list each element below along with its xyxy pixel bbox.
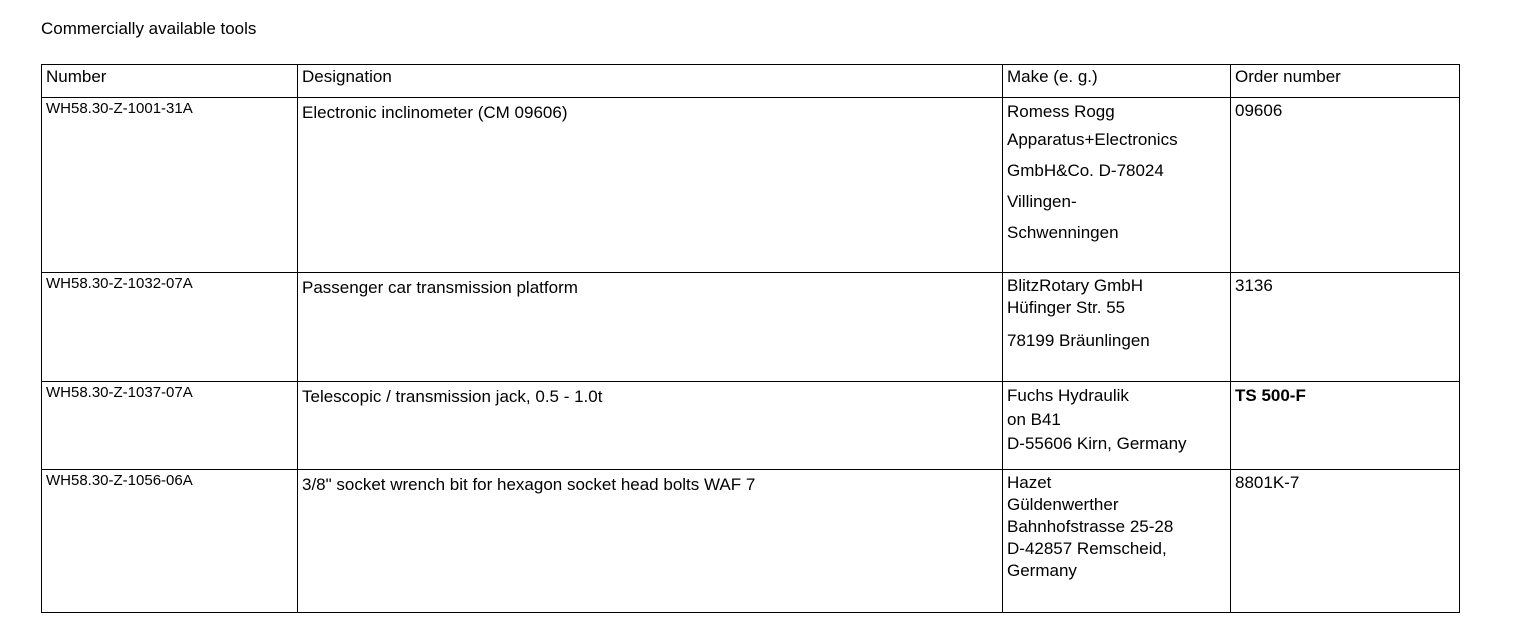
order-number-text: 09606 [1235,101,1283,120]
make-line: Hazet [1007,473,1052,492]
cell-number: WH58.30-Z-1032-07A [42,273,298,382]
cell-make [1003,470,1231,613]
order-number-text: 3136 [1235,276,1273,295]
cell-designation [298,273,1003,382]
table-row [42,382,1460,470]
designation-text: Electronic inclinometer (CM 09606) [302,103,568,122]
make-line: Apparatus+Electronics [1007,130,1178,149]
make-line: D-55606 Kirn, Germany [1007,434,1187,453]
cell-designation [298,98,1003,273]
column-header-order-number: Order number [1231,65,1460,98]
page-title: Commercially available tools [41,19,257,38]
table-header [42,65,1460,98]
designation-text: Passenger car transmission platform [302,278,578,297]
cell-number: WH58.30-Z-1037-07A [42,382,298,470]
column-header-designation: Designation [298,65,1003,98]
make-line: Hüfinger Str. 55 [1007,298,1126,317]
cell-order-number [1231,273,1460,382]
make-line: Schwenningen [1007,223,1119,242]
cell-make [1003,98,1231,273]
make-line: Germany [1007,561,1077,580]
header-row [42,65,1460,98]
cell-make [1003,382,1231,470]
table-row [42,273,1460,382]
make-line: BlitzRotary GmbH [1007,276,1144,295]
table-row [42,98,1460,273]
make-line: GmbH&Co. D-78024 [1007,161,1164,180]
make-line: on B41 [1007,410,1061,429]
make-line: Fuchs Hydraulik [1007,386,1129,405]
designation-text: 3/8" socket wrench bit for hexagon socket head bolts WAF 7 [302,475,756,494]
cell-make [1003,273,1231,382]
cell-number: WH58.30-Z-1056-06A [42,470,298,613]
designation-text: Telescopic / transmission jack, 0.5 - 1.0t [302,387,603,406]
make-line: Güldenwerther [1007,495,1119,514]
make-line: Bahnhofstrasse 25-28 [1007,517,1174,536]
cell-order-number [1231,98,1460,273]
order-number-text: TS 500-F [1235,386,1306,405]
cell-designation [298,382,1003,470]
make-line: Romess Rogg [1007,102,1115,121]
cell-designation [298,470,1003,613]
column-header-number: Number [42,65,298,98]
cell-order-number [1231,470,1460,613]
make-line: Villingen- [1007,192,1077,211]
cell-number: WH58.30-Z-1001-31A [42,98,298,273]
order-number-text: 8801K-7 [1235,473,1300,492]
make-line: 78199 Bräunlingen [1007,331,1150,350]
cell-order-number [1231,382,1460,470]
column-header-make: Make (e. g.) [1003,65,1231,98]
table-row [42,470,1460,613]
tools-table [41,64,1460,613]
make-line: D-42857 Remscheid, [1007,539,1167,558]
